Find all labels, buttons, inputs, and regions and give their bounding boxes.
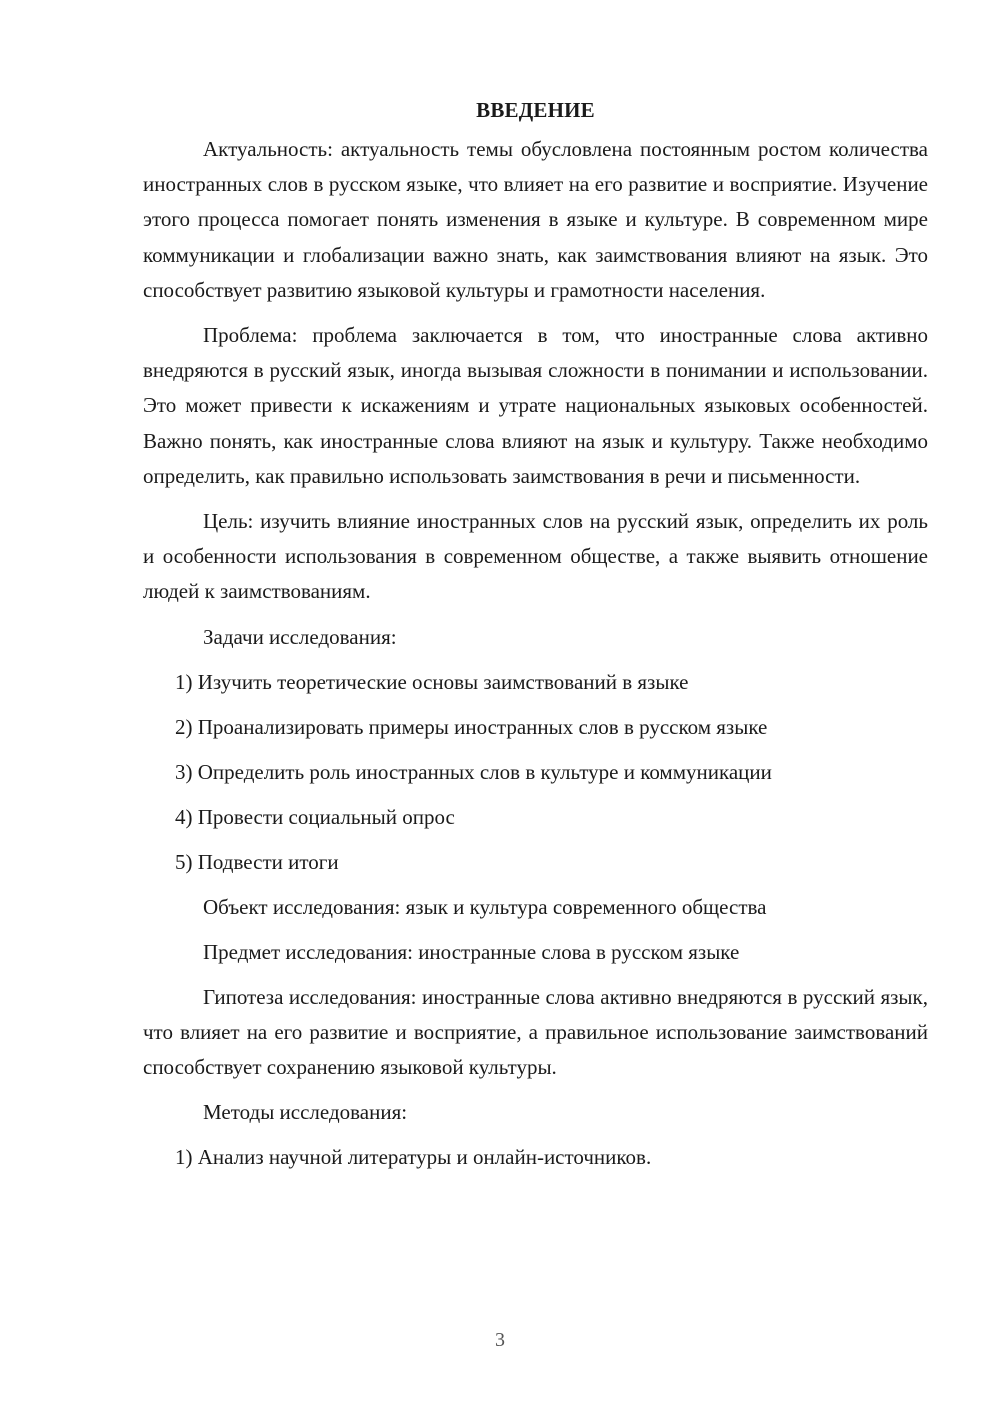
methods-heading: Методы исследования: bbox=[203, 1100, 408, 1125]
task-item: 4) Провести социальный опрос bbox=[175, 804, 455, 829]
problem-paragraph: Проблема: проблема заключается в том, что иностранные слова активно внедряются в русский язык, иногда вызывая сложности в понимании и использовании. Это может привести к искажениям и утрате национальных языковых особенностей. Важно понять, как иностранные слова влияют на язык и культуру. Также необходимо определить, как правильно использовать заимствования в речи и письменности. bbox=[143, 323, 928, 488]
goal-paragraph: Цель: изучить влияние иностранных слов на русский язык, определить их роль и особенности использования в современном обществе, а также выявить отношение людей к заимствованиям. bbox=[143, 509, 928, 604]
method-item: 1) Анализ научной литературы и онлайн-источников. bbox=[175, 1145, 652, 1170]
task-item: 1) Изучить теоретические основы заимствований в языке bbox=[175, 669, 689, 694]
hypothesis-paragraph: Гипотеза исследования: иностранные слова активно внедряются в русский язык, что влияет на его развитие и восприятие, а правильное использование заимствований способствует сохранению языковой культуры. bbox=[143, 984, 928, 1080]
research-subject: Предмет исследования: иностранные слова в русском языке bbox=[203, 939, 740, 964]
document-page bbox=[143, 92, 928, 1392]
task-item: 3) Определить роль иностранных слов в культуре и коммуникации bbox=[175, 759, 772, 784]
task-item: 5) Подвести итоги bbox=[175, 849, 339, 874]
task-item: 2) Проанализировать примеры иностранных слов в русском языке bbox=[175, 714, 768, 739]
tasks-heading: Задачи исследования: bbox=[203, 624, 397, 649]
page-number: 3 bbox=[495, 1329, 505, 1351]
relevance-paragraph: Актуальность: актуальность темы обусловлена постоянным ростом количества иностранных слов в русском языке, что влияет на его развитие и восприятие. Изучение этого процесса помогает понять изменения в языке и культуре. В современном мире коммуникации и глобализации важно знать, как заимствования влияют на язык. Это способствует развитию языковой культуры и грамотности населения. bbox=[143, 137, 928, 302]
page-title: ВВЕДЕНИЕ bbox=[476, 98, 595, 122]
research-object: Объект исследования: язык и культура современного общества bbox=[203, 894, 767, 919]
